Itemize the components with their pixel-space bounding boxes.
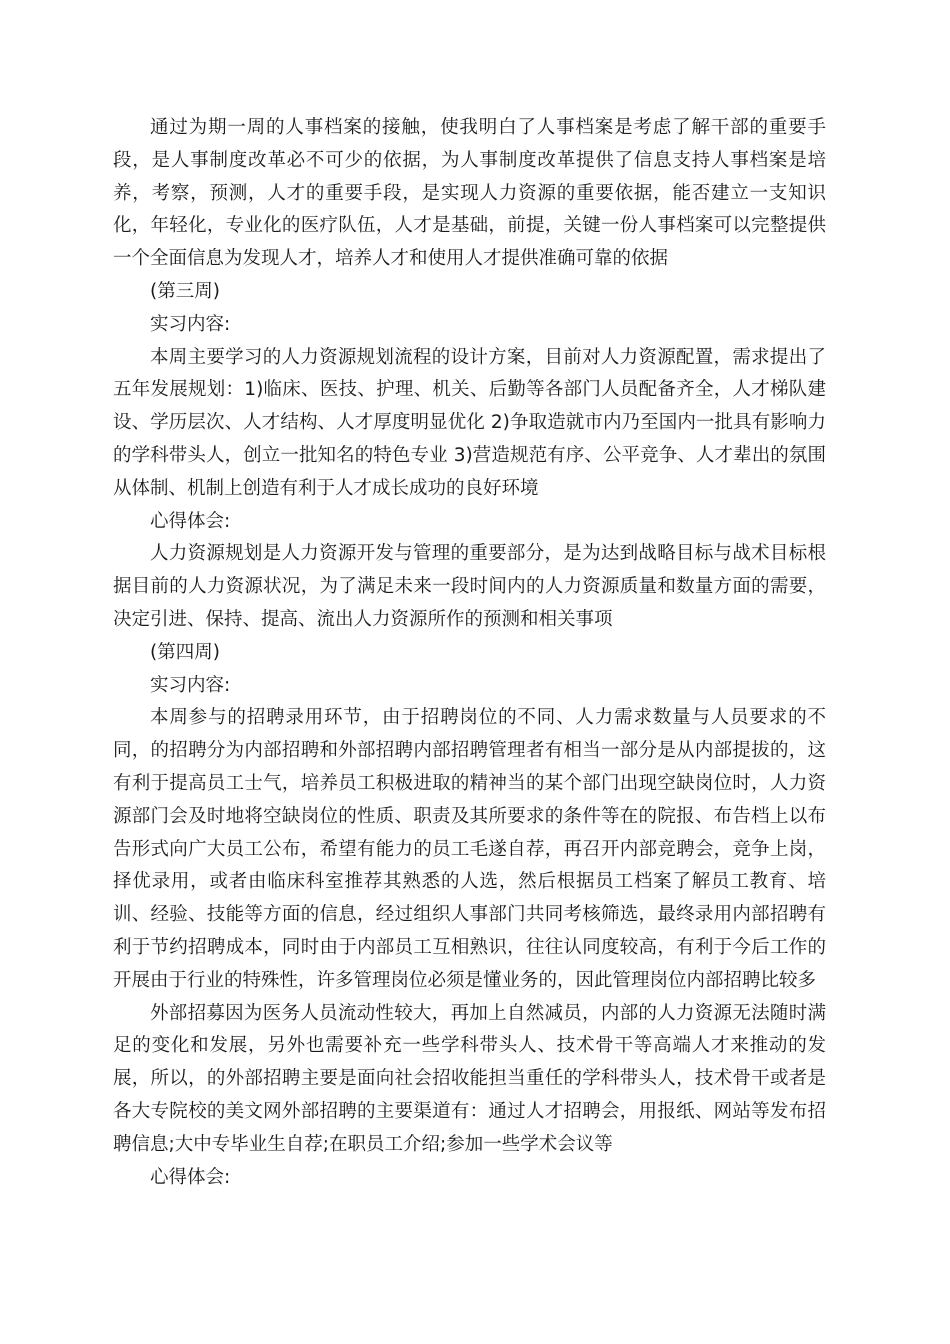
paragraph-hr-planning-reflection: 人力资源规划是人力资源开发与管理的重要部分，是为达到战略目标与战术目标根据目前的人力资源状况，为了满足未来一段时间内的人力资源质量和数量方面的需要，决定引进、保持、提高、流出人力资源所作的预测和相关事项	[113, 543, 826, 630]
week-four-heading: (第四周)	[150, 641, 220, 663]
paragraph-internal-recruitment: 本周参与的招聘录用环节，由于招聘岗位的不同、人力需求数量与人员要求的不同，的招聘分为内部招聘和外部招聘内部招聘管理者有相当一部分是从内部提拔的，这有利于提高员工士气，培养员工积极进取的精神当的某个部门出现空缺岗位时，人力资源部门会及时地将空缺岗位的性质、职责及其所要求的条件等在的院报、布告档上以布告形式向广大员工公布，希望有能力的员工毛遂自荐，再召开内部竞聘会，竞争上岗，择优录用，或者由临床科室推荐其熟悉的人选，然后根据员工档案了解员工教育、培训、经验、技能等方面的信息，经过组织人事部门共同考核筛选，最终录用内部招聘有利于节约招聘成本，同时由于内部员工互相熟识，往往认同度较高，有利于今后工作的开展由于行业的特殊性，许多管理岗位必须是懂业务的，因此管理岗位内部招聘比较多	[113, 707, 826, 991]
internship-content-label: 实习内容:	[150, 674, 231, 696]
reflection-label: 心得体会:	[150, 1166, 231, 1188]
paragraph-hr-planning-content: 本周主要学习的人力资源规划流程的设计方案，目前对人力资源配置，需求提出了五年发展规划：1)临床、医技、护理、机关、后勤等各部门人员配备齐全，人才梯队建设、学历层次、人才结构、人才厚度明显优化 2)争取造就市内乃至国内一批具有影响力的学科带头人，创立一批知名的特色专业 3)营造规范有序、公平竞争、人才辈出的氛围从体制、机制上创造有利于人才成长成功的良好环境	[113, 346, 826, 499]
internship-content-label: 实习内容:	[150, 313, 231, 335]
week-three-heading: (第三周)	[150, 280, 220, 302]
reflection-label: 心得体会:	[150, 510, 231, 532]
document-body	[113, 112, 826, 1194]
paragraph-external-recruitment: 外部招募因为医务人员流动性较大，再加上自然减员，内部的人力资源无法随时满足的变化和发展，另外也需要补充一些学科带头人、技术骨干等高端人才来推动的发展，所以，的外部招聘主要是面向社会招收能担当重任的学科带头人，技术骨干或者是各大专院校的美文网外部招聘的主要渠道有：通过人才招聘会，用报纸、网站等发布招聘信息;大中专毕业生自荐;在职员工介绍;参加一些学术会议等	[113, 1002, 826, 1155]
paragraph-personnel-file-reflection: 通过为期一周的人事档案的接触，使我明白了人事档案是考虑了解干部的重要手段，是人事制度改革必不可少的依据，为人事制度改革提供了信息支持人事档案是培养，考察，预测，人才的重要手段，是实现人力资源的重要依据，能否建立一支知识化，年轻化，专业化的医疗队伍，人才是基础，前提，关键一份人事档案可以完整提供一个全面信息为发现人才，培养人才和使用人才提供准确可靠的依据	[113, 117, 826, 270]
